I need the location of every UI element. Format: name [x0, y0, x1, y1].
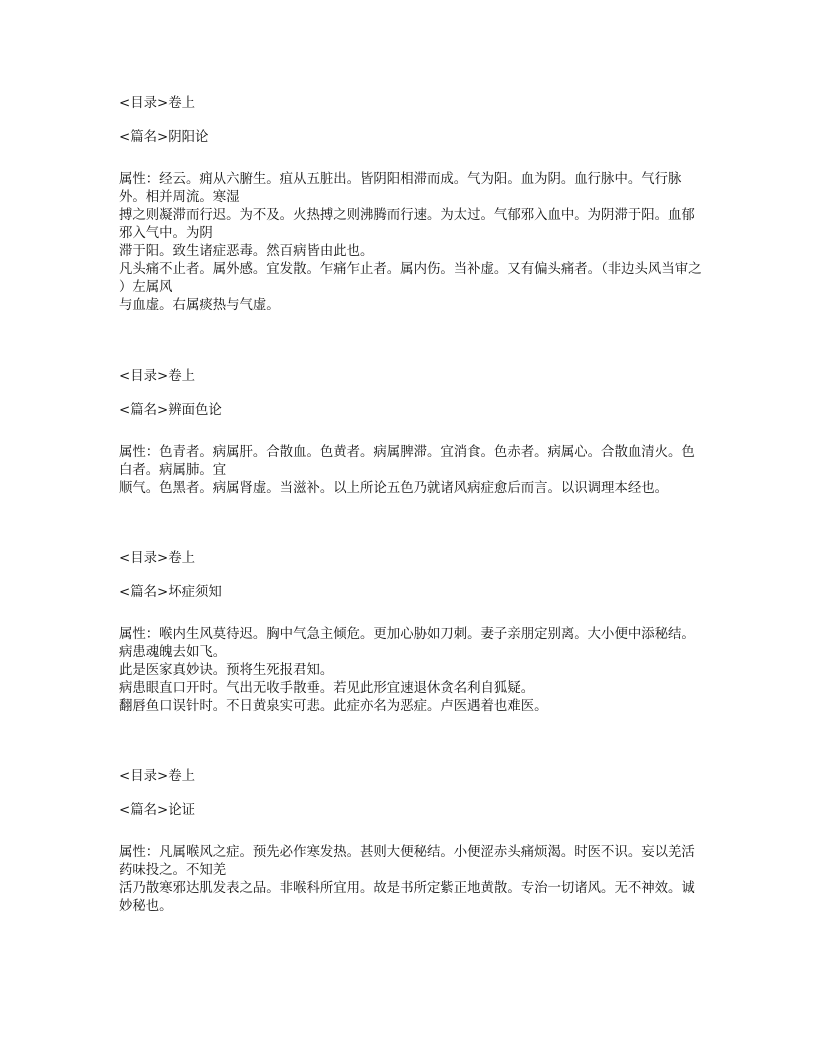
section-discussion: [119, 768, 703, 916]
article-body: [119, 171, 703, 315]
body-line: 属性：色青者。病属肝。合散血。色黄者。病属脾滞。宜消食。色赤者。病属心。合散血清火。色白者。病属肺。宜: [119, 445, 695, 478]
article-title: <篇名>论证: [119, 803, 196, 818]
body-line: 此是医家真妙诀。预将生死报君知。: [119, 663, 334, 678]
body-line: 顺气。色黑者。病属肾虚。当滋补。以上所论五色乃就诸风病症愈后而言。以识调理本经也。: [119, 481, 669, 496]
catalog-label: <目录>卷上: [119, 769, 196, 784]
catalog-label: <目录>卷上: [119, 96, 196, 111]
article-body: [119, 844, 703, 916]
catalog-label: <目录>卷上: [119, 551, 196, 566]
article-title: <篇名>辨面色论: [119, 403, 222, 418]
body-line: 与血虚。右属痰热与气虚。: [119, 298, 280, 313]
article-body: [119, 444, 703, 498]
body-line: 凡头痛不止者。属外感。宜发散。乍痛乍止者。属内伤。当补虚。又有偏头痛者。（非边头风当审之 ）左属风: [119, 262, 702, 295]
section-yinyang: [119, 95, 703, 315]
body-line: 属性：喉内生风莫待迟。胸中气急主倾危。更加心胁如刀刺。妻子亲朋定别离。大小便中添秘结。病患魂魄去如飞。: [119, 627, 695, 660]
section-bad-symptoms: [119, 550, 703, 716]
body-line: 翻唇鱼口误针时。不日黄泉实可悲。此症亦名为恶症。卢医遇着也难医。: [119, 699, 548, 714]
body-line: 属性：凡属喉风之症。预先必作寒发热。甚则大便秘结。小便涩赤头痛烦渴。时医不识。妄以羌活药味投之。不知羌: [119, 845, 695, 878]
body-line: 滞于阳。致生诸症恶毒。然百病皆由此也。: [119, 244, 374, 259]
article-title: <篇名>坏症须知: [119, 585, 222, 600]
body-line: 属性：经云。痈从六腑生。疽从五脏出。皆阴阳相滞而成。气为阳。血为阴。血行脉中。气行脉外。相并周流。寒湿: [119, 172, 682, 205]
body-line: 活乃散寒邪达肌发表之品。非喉科所宜用。故是书所定紫正地黄散。专治一切诸风。无不神效。诚妙秘也。: [119, 881, 695, 914]
body-line: 病患眼直口开时。气出无收手散垂。若见此形宜速退休贪名利自狐疑。: [119, 681, 535, 696]
body-line: 搏之则凝滞而行迟。为不及。火热搏之则沸腾而行速。为太过。气郁邪入血中。为阴滞于阳。血郁邪入气中。为阴: [119, 208, 695, 241]
article-title: <篇名>阴阳论: [119, 130, 209, 145]
section-complexion: [119, 368, 703, 498]
article-body: [119, 626, 703, 716]
catalog-label: <目录>卷上: [119, 369, 196, 384]
